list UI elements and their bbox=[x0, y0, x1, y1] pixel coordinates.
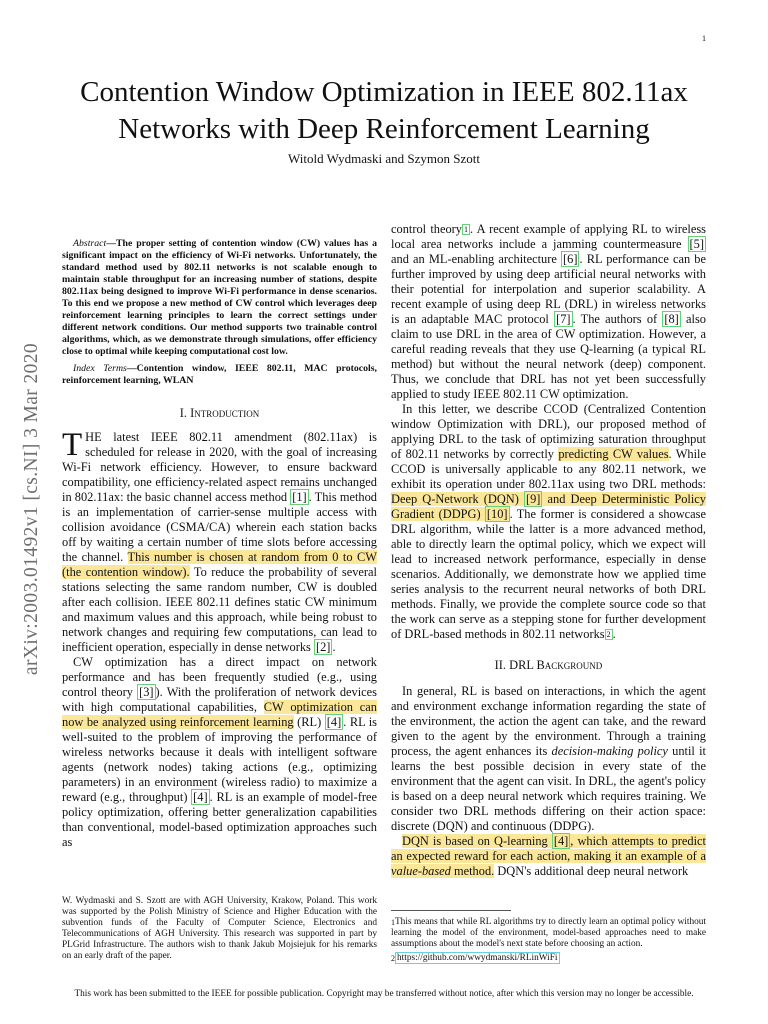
right-paragraph-4 bbox=[391, 834, 706, 879]
citation-link[interactable]: [8] bbox=[664, 312, 679, 326]
authors: Witold Wydmaski and Szymon Szott bbox=[288, 151, 480, 166]
right-column bbox=[391, 222, 706, 879]
index-terms-lead: Index Terms bbox=[73, 363, 127, 374]
footnote-2-link[interactable]: https://github.com/wwydmanski/RLinWiFi bbox=[397, 953, 558, 963]
citation-link[interactable]: [1] bbox=[292, 490, 307, 504]
section-heading-drl-background: II. DRL Background bbox=[494, 658, 603, 672]
citation-link[interactable]: [6] bbox=[563, 252, 578, 266]
text-run: To reduce the probability of several stations selecting the same random number, CW is doubled after each collision. IEEE 802.11 defines static CW minimum and maximum values and this approach, while being robust to network changes and requiring few computations, can lead to inefficient operation, especially in dense networks bbox=[62, 565, 377, 654]
text-run: HE latest IEEE 802.11 amendment (802.11ax) is scheduled for release in 2020, with the goal of increasing Wi-Fi network efficiency. However, to ensure backward compatibility, one efficiency-related aspect remains unchanged in 802.11ax: the basic channel access method bbox=[62, 430, 377, 504]
title-line-1: Contention Window Optimization in IEEE 802.11ax bbox=[80, 76, 688, 108]
citation-link[interactable]: [10] bbox=[486, 507, 508, 521]
citation-link[interactable]: [5] bbox=[689, 237, 704, 251]
title-line-2: Networks with Deep Reinforcement Learning bbox=[118, 113, 650, 145]
footnote-1-text: This means that while RL algorithms try to directly learn an optimal policy without learning the model of the environment, model-based approaches need to make assumptions about the model's next state before choosing an action. bbox=[391, 917, 706, 949]
highlighted-text: DQN is based on Q-learning bbox=[402, 834, 552, 848]
intro-paragraph-2 bbox=[62, 655, 377, 850]
citation-link[interactable]: [4] bbox=[553, 834, 569, 848]
abstract-body: —The proper setting of contention window (CW) values has a significant impact on the efficiency of Wi-Fi networks. Unfortunately, the standard method used by 802.11 networks is not scalable enough to maintain stable throughput for an increasing number of stations, despite 802.11ax being designed to improve Wi-Fi performance in dense scenarios. To this end we propose a new method of CW control which leverages deep reinforcement learning principles to learn the correct settings under different network conditions. Our method supports two trainable control algorithms, which, as we demonstrate through simulations, offer efficiency close to optimal while keeping computational cost low. bbox=[62, 238, 377, 357]
citation-link[interactable]: [3] bbox=[139, 685, 154, 699]
affiliation-footnote: W. Wydmaski and S. Szott are with AGH University, Krakow, Poland. This work was supported by the Polish Ministry of Science and Higher Education with the subvention funds of the Faculty of Computer Science, Electronics and Telecommunications of AGH University. This research was supported in part by PLGrid Infrastructure. The authors wish to thank Jakub Mojsiejuk for his remarks on an early draft of the paper. bbox=[62, 896, 377, 961]
highlighted-text: predicting CW values bbox=[558, 447, 669, 461]
text-run: In this letter, we describe CCOD (Centralized Contention window Optimization with DRL), our proposed method of applying DRL to the task of optimizing saturation throughput of 802.11 networks by correctly bbox=[391, 402, 706, 461]
arxiv-stamp: arXiv:2003.01492v1 [cs.NI] 3 Mar 2020 bbox=[21, 342, 42, 676]
text-run: . A recent example of applying RL to wireless local area networks include a jamming countermeasure bbox=[391, 222, 706, 251]
text-run: CW optimization has a direct impact on network performance and has been frequently studied (e.g., using control theory bbox=[62, 655, 377, 699]
right-paragraph-1 bbox=[391, 222, 706, 402]
abstract-lead: Abstract bbox=[73, 238, 107, 249]
drop-cap: T bbox=[62, 427, 83, 463]
emphasis: value-based bbox=[391, 864, 451, 878]
text-run: . The former is considered a showcase DRL algorithm, while the latter is a more advanced method, able to directly learn the optimal policy, which we expect will lead to increased network performance, especially in dense scenarios. Additionally, we demonstrate how we applied time series analysis to the recurrent neural networks of both DRL methods. Finally, we provide the complete source code so that the work can serve as a stepping stone for further development of DRL-based methods in 802.11 networks bbox=[391, 507, 706, 641]
footnote-mark[interactable]: 1 bbox=[463, 225, 468, 234]
highlighted-text: Deep Q-Network (DQN) bbox=[391, 492, 524, 506]
highlighted-text: method. bbox=[450, 864, 495, 878]
citation-link[interactable]: [9] bbox=[525, 492, 541, 506]
text-run: . This method is an implementation of carrier-sense multiple access with collision avoidance (CSMA/CA) wherein each station backs off by waiting a certain number of time slots before accessing the channel. bbox=[62, 490, 377, 564]
text-run: . While CCOD is universally applicable to any 802.11 network, we exhibit its operation under 802.11ax using two DRL methods: bbox=[391, 447, 706, 491]
right-paragraph-2 bbox=[391, 402, 706, 642]
text-run: . The authors of bbox=[572, 312, 663, 326]
emphasis: decision-making policy bbox=[551, 744, 668, 758]
index-terms-body: —Contention window, IEEE 802.11, MAC protocols, reinforcement learning, WLAN bbox=[62, 363, 377, 386]
highlighted-text: , which attempts to predict an expected reward for each action, making it an example of a bbox=[391, 834, 706, 863]
left-column bbox=[62, 238, 377, 850]
highlighted-text: CW optimization can now be analyzed using reinforcement learning bbox=[62, 700, 377, 729]
text-run: . RL performance can be further improved by using deep artificial neural networks with their potential for interpolation and superior scalability. A recent example of using deep RL (DRL) in wireless networks is an adaptable MAC protocol bbox=[391, 252, 706, 326]
highlighted-text: This number is chosen at random from 0 to CW (the contention window). bbox=[62, 550, 377, 579]
paper-title bbox=[40, 74, 728, 148]
text-run: also claim to use DRL in the area of CW optimization. However, a careful reading reveals that they use Q-learning (a typical RL method) but without the neural network (deep) component. Thus, we conclude that DRL has not yet been successfully applied to study IEEE 802.11 CW optimization. bbox=[391, 312, 706, 401]
right-paragraph-3 bbox=[391, 684, 706, 834]
citation-link[interactable]: [4] bbox=[326, 715, 342, 729]
footnote-mark[interactable]: 2 bbox=[606, 630, 611, 639]
footnote-divider bbox=[391, 910, 511, 911]
text-run: . RL is well-suited to the problem of improving the performance of wireless networks because it deals with intelligent software agents (network nodes) taking actions (e.g., optimizing parameters) in an environment (wireless radio) to maximize a reward (e.g., throughput) bbox=[62, 715, 378, 804]
footnote-1 bbox=[391, 917, 706, 950]
intro-paragraph-1 bbox=[62, 427, 377, 655]
citation-link[interactable]: [4] bbox=[193, 790, 208, 804]
section-heading-introduction: I. Introduction bbox=[179, 406, 260, 420]
text-run: until it learns the best possible decision in every state of the environment that the agent can visit. In DRL, the agent's policy is based on a deep neural network which requires training. We consider two DRL methods differing on their action space: discrete (DQN) and continuous (DDPG). bbox=[391, 744, 706, 833]
text-run: . RL is an example of model-free policy optimization, offering better generalization capabilities than conventional, model-based optimization approaches such as bbox=[62, 790, 377, 849]
text-run: . bbox=[612, 627, 616, 641]
citation-link[interactable]: [2] bbox=[315, 640, 331, 654]
page-number: 1 bbox=[702, 34, 706, 43]
highlighted-text: and Deep Deterministic Policy Gradient (DDPG) bbox=[391, 492, 706, 521]
text-run: In general, RL is based on interactions, in which the agent and environment exchange information regarding the state of the environment, the action the agent can take, and the reward given to the agent by the environment. Through a training process, the agent enhances its bbox=[391, 684, 706, 758]
footnote-number: 2 bbox=[391, 954, 395, 963]
text-run: DQN's additional deep neural network bbox=[494, 864, 689, 878]
text-run: ). With the proliferation of network devices with high computational capabilities, bbox=[62, 685, 377, 714]
text-run: and an ML-enabling architecture bbox=[391, 252, 562, 266]
index-terms bbox=[62, 363, 377, 387]
text-run: control theory bbox=[391, 222, 462, 236]
text-run: (RL) bbox=[293, 715, 325, 729]
text-run: . bbox=[332, 640, 336, 654]
footnote-2 bbox=[391, 953, 706, 964]
copyright-notice: This work has been submitted to the IEEE for possible publication. Copyright may be transferred without notice, after which this version may no longer be accessible. bbox=[74, 989, 694, 999]
abstract bbox=[62, 238, 377, 358]
footnote-number: 1 bbox=[391, 918, 395, 927]
citation-link[interactable]: [7] bbox=[556, 312, 571, 326]
